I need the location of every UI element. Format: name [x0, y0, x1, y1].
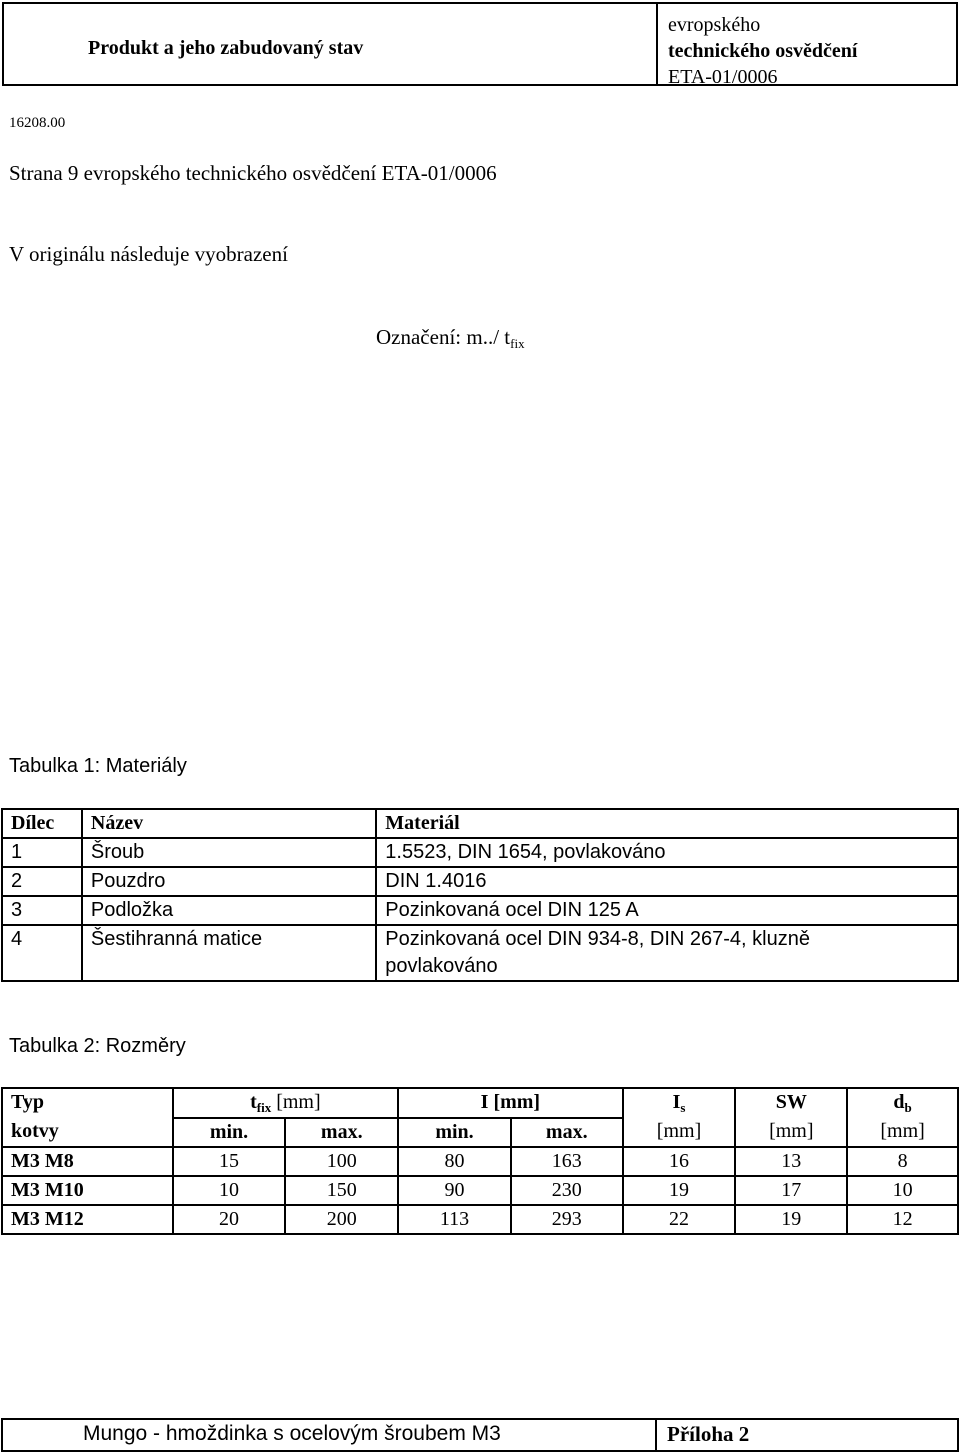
table-cell: M3 M10: [2, 1176, 173, 1205]
table-cell: 200: [285, 1205, 398, 1234]
table-cell: 15: [173, 1147, 286, 1176]
table-cell: 19: [623, 1176, 736, 1205]
header-reference: [668, 12, 857, 90]
marking-label: Označení: m../ t: [376, 325, 511, 349]
table-cell: M3 M8: [2, 1147, 173, 1176]
tfix-unit: [mm]: [271, 1091, 321, 1113]
tfix-symbol: t: [250, 1091, 257, 1113]
db-subscript: b: [904, 1100, 912, 1115]
table-cell: 293: [511, 1205, 623, 1234]
table-cell: 12: [847, 1205, 958, 1234]
header-cell-max: max.: [511, 1118, 623, 1147]
table-row: [2, 867, 958, 896]
header-ref-line2: technického osvědčení: [668, 40, 858, 62]
table-header-row: [2, 809, 958, 838]
table-row: [2, 925, 958, 981]
table-cell: 8: [847, 1147, 958, 1176]
table-row: [2, 1147, 958, 1176]
table-cell: Pouzdro: [82, 867, 376, 896]
table-cell: 1.5523, DIN 1654, povlakováno: [376, 838, 958, 867]
header-cell: Materiál: [376, 809, 958, 838]
table-header-row: [2, 1088, 958, 1118]
dimensions-table: [1, 1087, 959, 1235]
ls-subscript: s: [680, 1100, 686, 1115]
header-cell: Dílec: [2, 809, 82, 838]
table-cell: 113: [398, 1205, 511, 1234]
header-cell-tfix: [173, 1088, 399, 1118]
header-cell-db: [847, 1088, 958, 1118]
doc-number: 16208.00: [9, 115, 66, 131]
table-cell: Šestihranná matice: [82, 925, 376, 981]
table-row: [2, 1205, 958, 1234]
table-cell: 163: [511, 1147, 623, 1176]
table-cell: 17: [735, 1176, 847, 1205]
table-cell: 1: [2, 838, 82, 867]
header-ref-line1: evropského: [668, 14, 761, 36]
table-cell: 4: [2, 925, 82, 981]
header-cell-min: min.: [173, 1118, 286, 1147]
table2-caption: Tabulka 2: Rozměry: [9, 1035, 186, 1057]
header-ref-line3: ETA-01/0006: [668, 66, 778, 88]
header-cell-unit: [mm]: [623, 1118, 736, 1147]
table-cell: 13: [735, 1147, 847, 1176]
table-cell: 16: [623, 1147, 736, 1176]
table-row: [2, 896, 958, 925]
table-cell: 90: [398, 1176, 511, 1205]
table-row: [2, 1176, 958, 1205]
table-cell: 10: [173, 1176, 286, 1205]
table-cell: DIN 1.4016: [376, 867, 958, 896]
header-cell-typ: Typ: [2, 1088, 173, 1118]
table-cell: Podložka: [82, 896, 376, 925]
table-cell: 230: [511, 1176, 623, 1205]
tfix-subscript: fix: [256, 1100, 272, 1115]
footer-product-cell: [3, 1420, 657, 1450]
marking-sub: fix: [510, 336, 525, 351]
header-cell-min: min.: [398, 1118, 511, 1147]
page-line: Strana 9 evropského technického osvědčení ETA-01/0006: [9, 161, 497, 185]
marking: [376, 325, 525, 350]
header-cell-sw: SW: [735, 1088, 847, 1118]
ls-symbol: I: [672, 1091, 681, 1113]
table-cell: 19: [735, 1205, 847, 1234]
page-header: [2, 2, 958, 86]
page-footer: [1, 1418, 959, 1452]
footer-annex: Příloha 2: [667, 1422, 750, 1446]
db-symbol: d: [893, 1091, 905, 1113]
header-title-cell: [4, 4, 658, 84]
materials-table: [1, 808, 959, 982]
table-cell: 2: [2, 867, 82, 896]
table-subheader-row: [2, 1118, 958, 1147]
header-cell-unit: [mm]: [847, 1118, 958, 1147]
table-cell: M3 M12: [2, 1205, 173, 1234]
header-title: Produkt a jeho zabudovaný stav: [88, 37, 364, 59]
table-row: [2, 838, 958, 867]
header-cell: Název: [82, 809, 376, 838]
table-cell: 100: [285, 1147, 398, 1176]
header-cell-unit: [mm]: [735, 1118, 847, 1147]
table-cell: Šroub: [82, 838, 376, 867]
table-cell: 10: [847, 1176, 958, 1205]
header-cell-max: max.: [285, 1118, 398, 1147]
table-cell: 3: [2, 896, 82, 925]
header-cell-ls: [623, 1088, 736, 1118]
table-cell: 20: [173, 1205, 286, 1234]
table-cell: 80: [398, 1147, 511, 1176]
table1-caption: Tabulka 1: Materiály: [9, 755, 187, 777]
table-cell: 150: [285, 1176, 398, 1205]
table-cell: Pozinkovaná ocel DIN 934-8, DIN 267-4, kluzně povlakováno: [376, 925, 958, 981]
header-cell-kotvy: kotvy: [2, 1118, 173, 1147]
header-cell-l: I [mm]: [398, 1088, 623, 1118]
table-cell: 22: [623, 1205, 736, 1234]
original-note: V originálu následuje vyobrazení: [9, 242, 288, 266]
table-cell: Pozinkovaná ocel DIN 125 A: [376, 896, 958, 925]
footer-product: Mungo - hmoždinka s ocelovým šroubem M3: [83, 1422, 501, 1445]
